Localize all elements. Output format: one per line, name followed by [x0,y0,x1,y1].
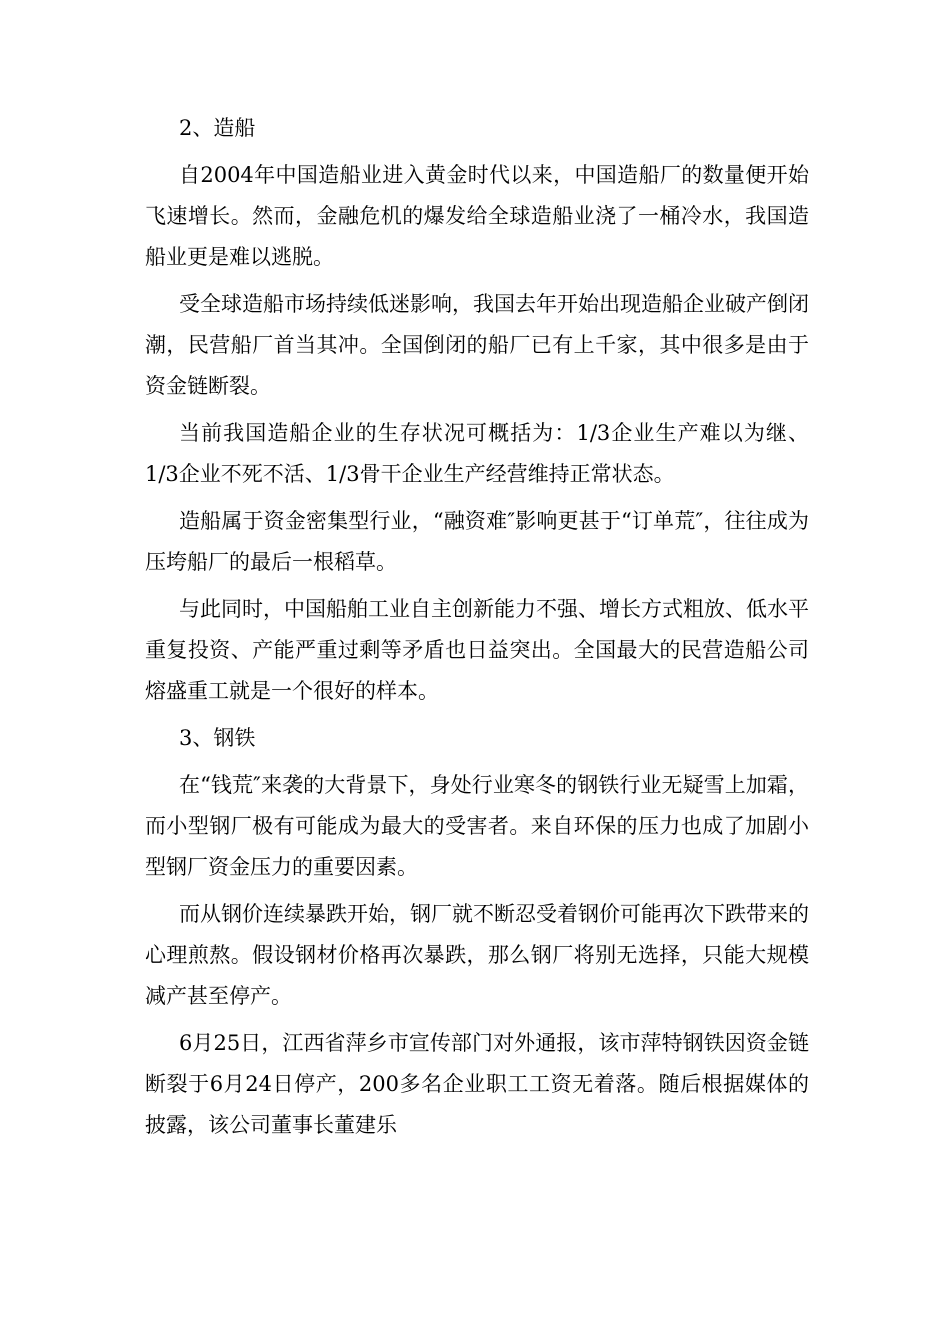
paragraph: 在“钱荒″来袭的大背景下，身处行业寒冬的钢铁行业无疑雪上加霜，而小型钢厂极有可能成为最大的受害者。来自环保的压力也成了加剧小型钢厂资金压力的重要因素。 [145,773,809,879]
section-heading-shipbuilding: 2、造船 [179,116,256,140]
paragraph: 6月25日，江西省萍乡市宣传部门对外通报，该市萍特钢铁因资金链断裂于6月24日停产，200多名企业职工工资无着落。随后根据媒体的披露，该公司董事长董建乐 [145,1031,809,1137]
paragraph: 与此同时，中国船舶工业自主创新能力不强、增长方式粗放、低水平重复投资、产能严重过剩等矛盾也日益突出。全国最大的民营造船公司熔盛重工就是一个很好的样本。 [145,597,809,703]
paragraph: 受全球造船市场持续低迷影响，我国去年开始出现造船企业破产倒闭潮，民营船厂首当其冲。全国倒闭的船厂已有上千家，其中很多是由于资金链断裂。 [145,292,809,398]
document-body [145,108,809,1152]
paragraph: 当前我国造船企业的生存状况可概括为：1/3企业生产难以为继、1/3企业不死不活、1/3骨干企业生产经营维持正常状态。 [145,421,809,486]
paragraph: 造船属于资金密集型行业，“融资难″影响更甚于“订单荒″，往往成为压垮船厂的最后一根稻草。 [145,509,809,574]
paragraph: 自2004年中国造船业进入黄金时代以来，中国造船厂的数量便开始飞速增长。然而，金融危机的爆发给全球造船业浇了一桶冷水，我国造船业更是难以逃脱。 [145,163,809,269]
paragraph: 而从钢价连续暴跌开始，钢厂就不断忍受着钢价可能再次下跌带来的心理煎熬。假设钢材价格再次暴跌，那么钢厂将别无选择，只能大规模减产甚至停产。 [145,902,809,1008]
section-heading-steel: 3、钢铁 [179,726,256,750]
